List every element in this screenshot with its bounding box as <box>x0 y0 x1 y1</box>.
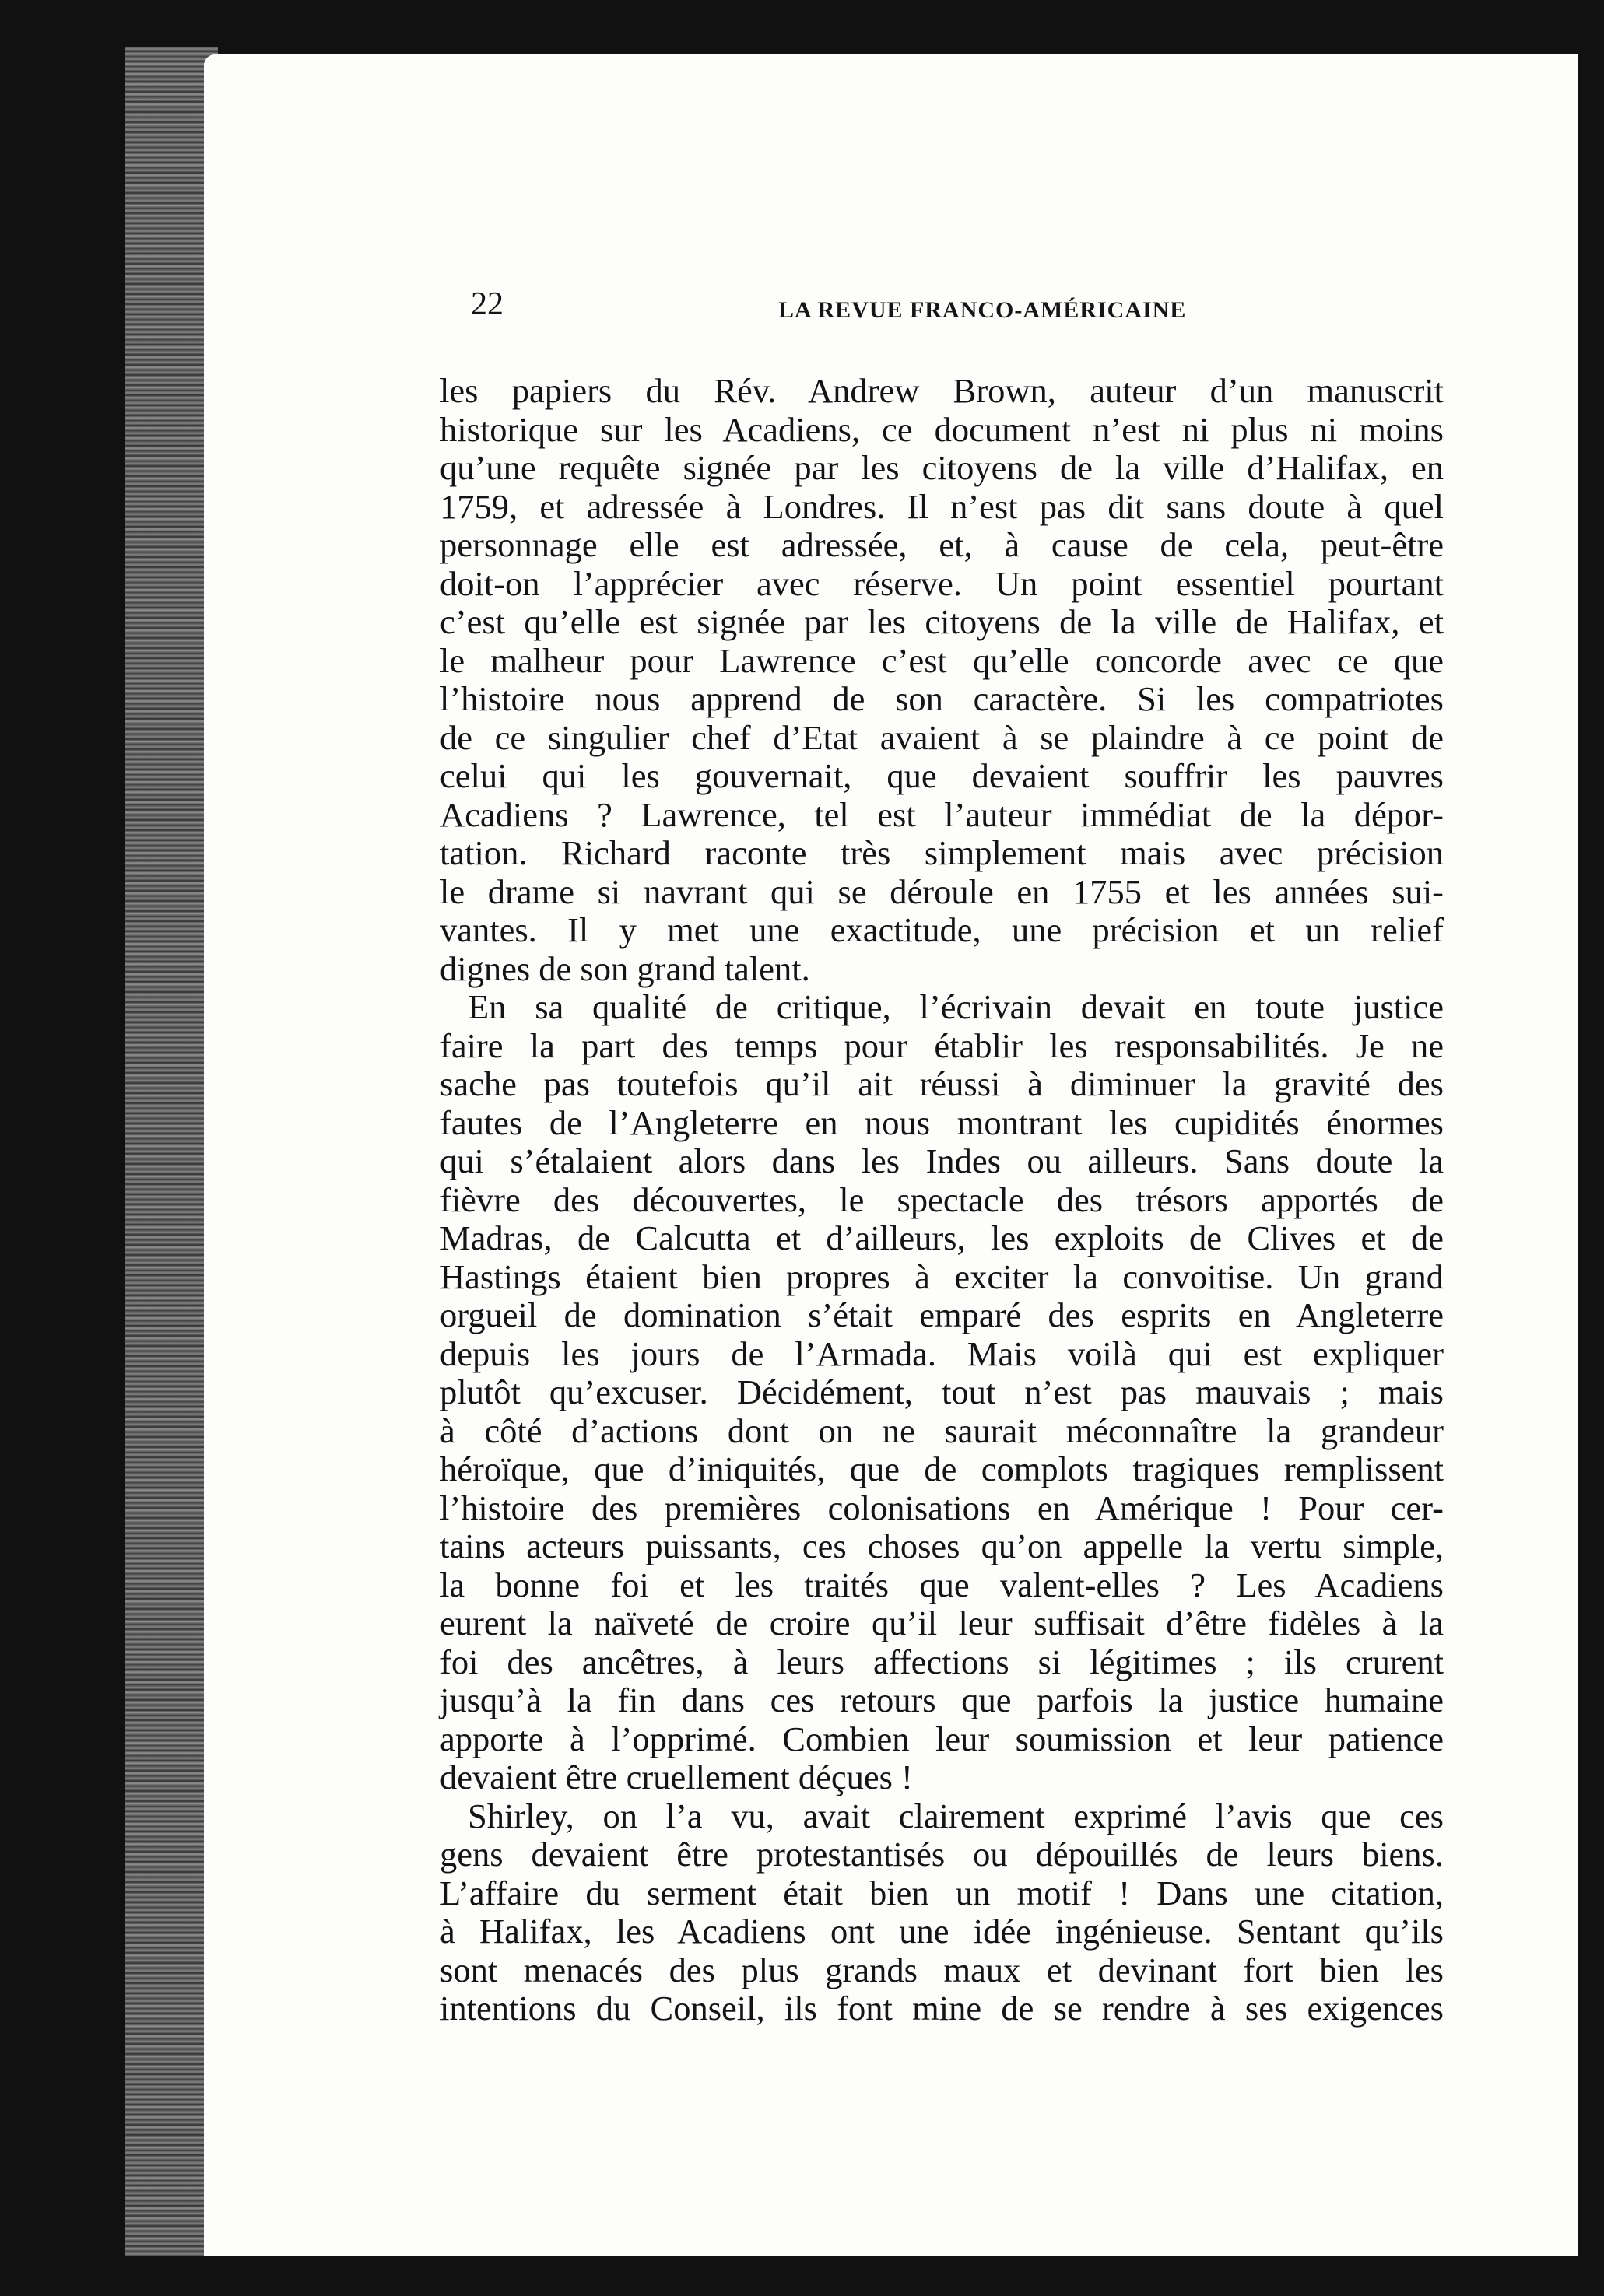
text-line: tains acteurs puissants, ces choses qu’on appelle la vertu simple, <box>440 1527 1444 1565</box>
text-line: gens devaient être protestantisés ou dépouillés de leurs biens. <box>440 1835 1444 1874</box>
text-line: intentions du Conseil, ils font mine de se rendre à ses exigences <box>440 1989 1444 2028</box>
text-line: vantes. Il y met une exactitude, une précision et un relief <box>440 910 1444 949</box>
text-line: le malheur pour Lawrence c’est qu’elle concorde avec ce que <box>440 640 1444 680</box>
text-line: doit-on l’apprécier avec réserve. Un point essentiel pourtant <box>440 563 1444 603</box>
text-line: sont menacés des plus grands maux et devinant fort bien les <box>440 1950 1444 1989</box>
text-line: eurent la naïveté de croire qu’il leur suffisait d’être fidèles à la <box>440 1604 1444 1642</box>
text-line: à Halifax, les Acadiens ont une idée ingénieuse. Sentant qu’ils <box>440 1912 1444 1951</box>
text-line: foi des ancêtres, à leurs affections si légitimes ; ils crurent <box>440 1642 1444 1681</box>
text-line: celui qui les gouvernait, que devaient souffrir les pauvres <box>440 756 1444 795</box>
text-line: le drame si navrant qui se déroule en 1755 et les années sui- <box>440 871 1444 911</box>
text-line: En sa qualité de critique, l’écrivain devait en toute justice <box>468 987 1444 1026</box>
text-line: orgueil de domination s’était emparé des esprits en Angleterre <box>440 1295 1444 1334</box>
text-line: l’histoire des premières colonisations en Amérique ! Pour cer- <box>440 1488 1444 1527</box>
text-line: qui s’étalaient alors dans les Indes ou ailleurs. Sans doute la <box>440 1141 1444 1180</box>
text-line: sache pas toutefois qu’il ait réussi à diminuer la gravité des <box>440 1064 1444 1103</box>
text-line: devaient être cruellement déçues ! <box>440 1758 913 1796</box>
text-line: dignes de son grand talent. <box>440 948 810 988</box>
text-line: les papiers du Rév. Andrew Brown, auteur d’un manuscrit <box>440 371 1444 410</box>
text-line: héroïque, que d’iniquités, que de complots tragiques remplissent <box>440 1449 1444 1488</box>
text-line: historique sur les Acadiens, ce document n’est ni plus ni moins <box>440 409 1444 449</box>
page-number: 22 <box>471 286 504 322</box>
body-text <box>440 372 1444 2028</box>
text-line: plutôt qu’excuser. Décidément, tout n’est pas mauvais ; mais <box>440 1372 1444 1411</box>
text-line: de ce singulier chef d’Etat avaient à se plaindre à ce point de <box>440 717 1444 757</box>
text-line: Acadiens ? Lawrence, tel est l’auteur immédiat de la dépor- <box>440 794 1444 834</box>
text-line: l’histoire nous apprend de son caractère. Si les compatriotes <box>440 679 1444 718</box>
text-line: fautes de l’Angleterre en nous montrant les cupidités énormes <box>440 1102 1444 1142</box>
text-line: jusqu’à la fin dans ces retours que parfois la justice humaine <box>440 1681 1444 1719</box>
text-line: personnage elle est adressée, et, à cause de cela, peut-être <box>440 525 1444 564</box>
text-line: Shirley, on l’a vu, avait clairement exprimé l’avis que ces <box>468 1796 1444 1835</box>
text-line: à côté d’actions dont on ne saurait méconnaître la grandeur <box>440 1411 1444 1450</box>
text-line: L’affaire du serment était bien un motif ! Dans une citation, <box>440 1873 1444 1912</box>
running-header-title: LA REVUE FRANCO-AMÉRICAINE <box>778 297 1187 323</box>
text-line: tation. Richard raconte très simplement mais avec précision <box>440 833 1444 872</box>
text-line: Hastings étaient bien propres à exciter la convoitise. Un grand <box>440 1257 1444 1296</box>
text-line: qu’une requête signée par les citoyens de la ville d’Halifax, en <box>440 448 1444 487</box>
text-line: faire la part des temps pour établir les responsabilités. Je ne <box>440 1025 1444 1065</box>
text-line: Madras, de Calcutta et d’ailleurs, les exploits de Clives et de <box>440 1218 1444 1257</box>
text-line: fièvre des découvertes, le spectacle des trésors apportés de <box>440 1180 1444 1219</box>
text-line: la bonne foi et les traités que valent-elles ? Les Acadiens <box>440 1565 1444 1604</box>
text-line: depuis les jours de l’Armada. Mais voilà qui est expliquer <box>440 1334 1444 1373</box>
text-line: 1759, et adressée à Londres. Il n’est pas dit sans doute à quel <box>440 486 1444 526</box>
text-line: apporte à l’opprimé. Combien leur soumission et leur patience <box>440 1719 1444 1758</box>
text-line: c’est qu’elle est signée par les citoyens de la ville de Halifax, et <box>440 602 1444 641</box>
